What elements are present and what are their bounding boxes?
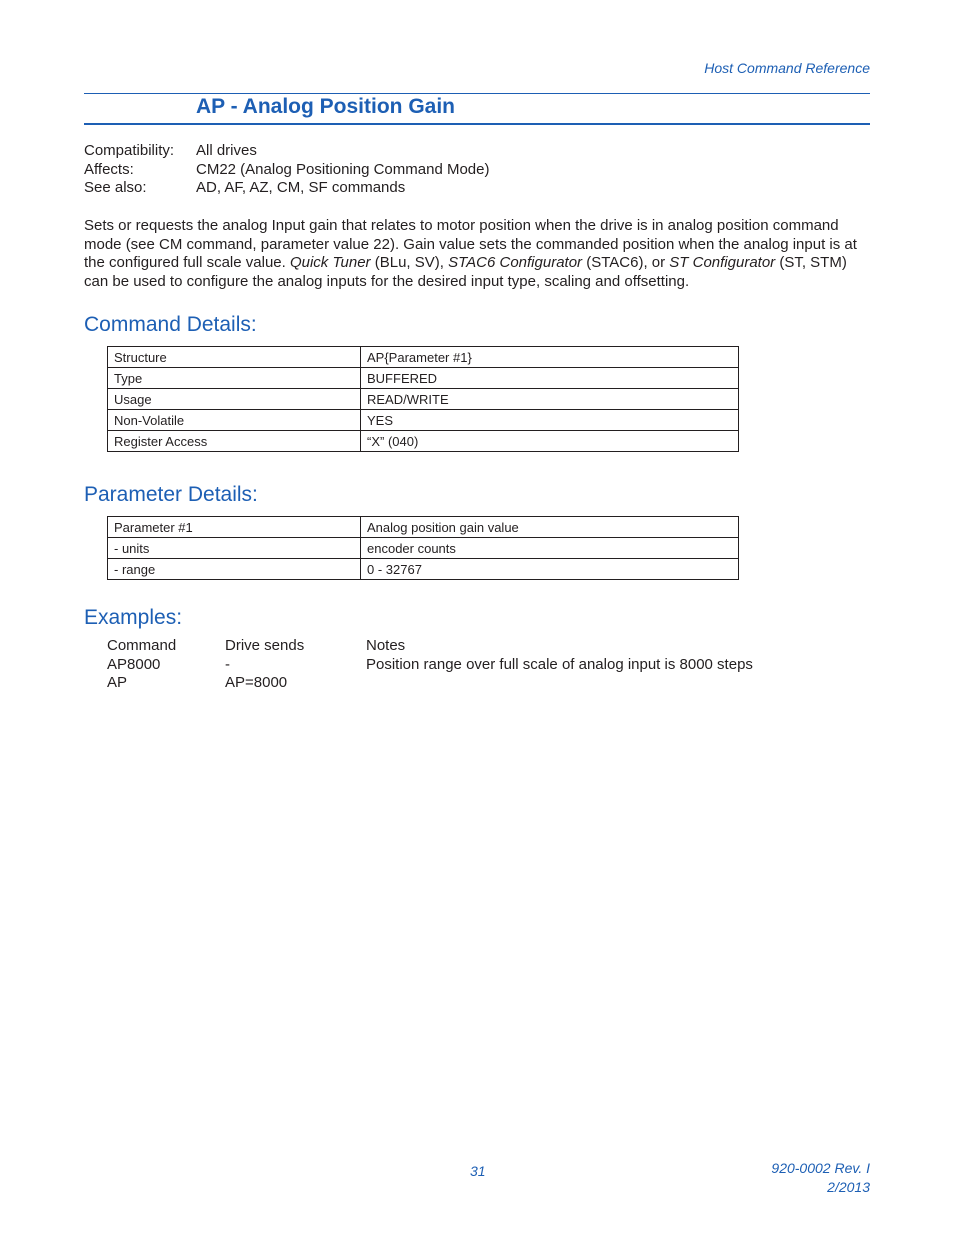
examples-header-command: Command xyxy=(107,637,177,654)
title-top-rule xyxy=(84,93,870,94)
parameter-details-heading: Parameter Details: xyxy=(84,483,258,506)
meta-row-see-also xyxy=(84,179,489,198)
description-italic: ST Configurator xyxy=(669,254,776,272)
meta-value: All drives xyxy=(196,142,257,159)
example-notes: Position range over full scale of analog input is 8000 steps xyxy=(366,655,753,673)
examples-list xyxy=(107,637,753,693)
table-row xyxy=(108,368,739,389)
page-number: 31 xyxy=(470,1163,486,1179)
command-meta xyxy=(84,142,489,198)
table-value-cell: YES xyxy=(361,410,739,431)
revision-info xyxy=(771,1159,870,1197)
table-row xyxy=(108,431,739,452)
examples-header-drive-sends: Drive sends xyxy=(225,637,305,654)
table-row xyxy=(108,538,739,559)
command-details-heading: Command Details: xyxy=(84,313,257,336)
command-description xyxy=(84,217,870,292)
description-text: Sets or requests the analog Input gain that relates to motor position when the drive is in analog position command mode (see CM command, parameter value 22). Gain value sets the commanded position when the analog input is at the configured full scale value. xyxy=(84,217,857,272)
table-row xyxy=(108,559,739,580)
table-row xyxy=(108,410,739,431)
parameter-details-table xyxy=(107,516,739,580)
table-key-cell: - range xyxy=(108,559,361,580)
description-italic: Quick Tuner xyxy=(289,254,371,272)
meta-key: Compatibility: xyxy=(84,142,175,159)
table-key-cell: Structure xyxy=(108,347,361,368)
table-key-cell: Usage xyxy=(108,389,361,410)
table-value-cell: encoder counts xyxy=(361,538,739,559)
page-title: AP - Analog Position Gain xyxy=(196,95,456,118)
meta-key: Affects: xyxy=(84,160,134,178)
revision-date: 2/2013 xyxy=(827,1179,870,1195)
table-value-cell: “X” (040) xyxy=(361,431,739,452)
meta-value: CM22 (Analog Positioning Command Mode) xyxy=(196,160,490,178)
examples-heading: Examples: xyxy=(84,606,183,629)
meta-row-affects xyxy=(84,161,489,180)
table-value-cell: AP{Parameter #1} xyxy=(361,347,739,368)
example-command: AP8000 xyxy=(107,655,161,673)
examples-header-row xyxy=(107,637,753,656)
description-text: (STAC6), or xyxy=(582,254,670,272)
title-bottom-rule xyxy=(84,123,870,125)
example-row xyxy=(107,656,753,675)
example-command: AP xyxy=(107,674,128,692)
table-key-cell: Parameter #1 xyxy=(108,517,361,538)
table-value-cell: BUFFERED xyxy=(361,368,739,389)
table-key-cell: Non-Volatile xyxy=(108,410,361,431)
table-value-cell: Analog position gain value xyxy=(361,517,739,538)
example-drive-sends: - xyxy=(225,655,230,673)
description-text: (BLu, SV), xyxy=(370,254,449,272)
table-key-cell: Register Access xyxy=(108,431,361,452)
table-row xyxy=(108,389,739,410)
command-details-table xyxy=(107,346,739,452)
description-text: (ST, STM) can be used to configure the analog inputs for the desired input type, scaling and offsetting. xyxy=(84,254,847,291)
description-italic: STAC6 Configurator xyxy=(448,254,583,272)
meta-row-compatibility xyxy=(84,142,489,161)
examples-header-notes: Notes xyxy=(366,637,406,654)
meta-value: AD, AF, AZ, CM, SF commands xyxy=(196,179,406,197)
table-row xyxy=(108,347,739,368)
table-key-cell: Type xyxy=(108,368,361,389)
table-value-cell: 0 - 32767 xyxy=(361,559,739,580)
revision-number: 920-0002 Rev. I xyxy=(771,1160,870,1176)
table-row xyxy=(108,517,739,538)
table-key-cell: - units xyxy=(108,538,361,559)
table-value-cell: READ/WRITE xyxy=(361,389,739,410)
running-header: Host Command Reference xyxy=(704,60,870,76)
example-row xyxy=(107,674,753,693)
example-drive-sends: AP=8000 xyxy=(225,674,288,692)
meta-key: See also: xyxy=(84,179,147,197)
